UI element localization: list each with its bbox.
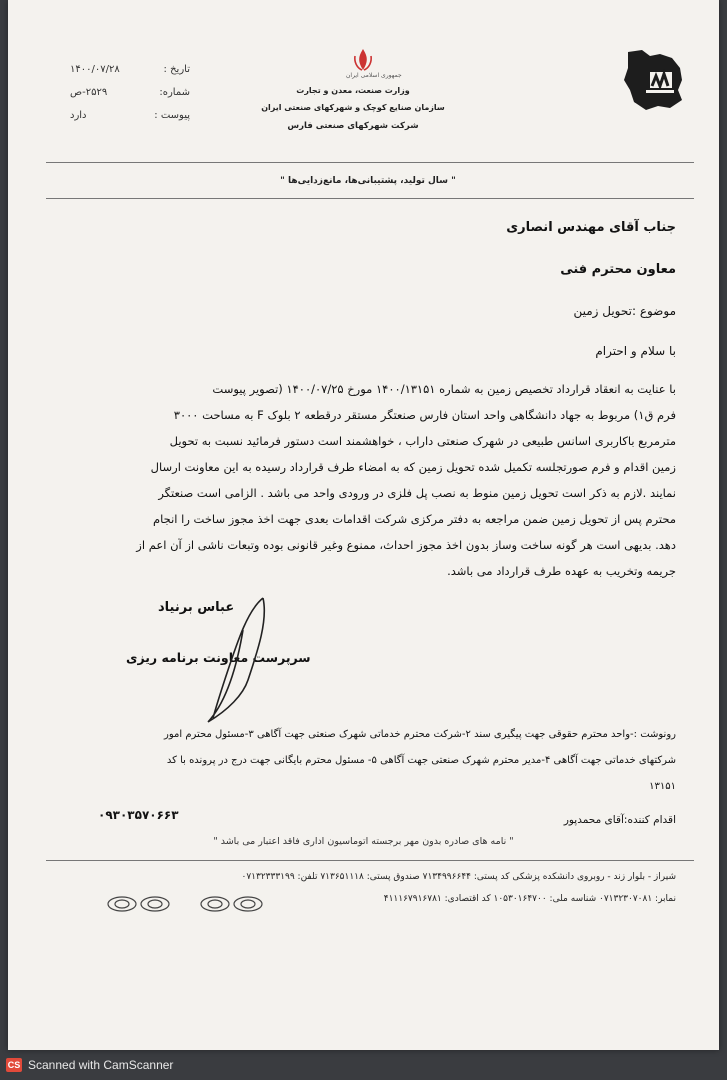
company-logo-icon bbox=[620, 46, 690, 114]
carbon-copy bbox=[51, 722, 676, 800]
body-line: نمایند .لازم به ذکر است تحویل زمین منوط به نصب پل فلزی در ورودی واحد می باشد . الزامی است صنعتگر bbox=[158, 486, 676, 500]
meta-date bbox=[70, 58, 190, 81]
year-slogan: " سال تولید، پشتیبانی‌ها، مانع‌زدایی‌ها " bbox=[280, 176, 456, 186]
action-phone: ۰۹۳۰۳۵۷۰۶۶۳ bbox=[98, 808, 179, 822]
camscanner-logo-icon: CS bbox=[7, 1060, 21, 1070]
letter-meta bbox=[70, 58, 190, 127]
meta-date-label: تاریخ : bbox=[163, 64, 190, 75]
addressee-name: جناب آقای مهندس انصاری bbox=[506, 220, 676, 235]
handwritten-signature-icon bbox=[168, 590, 308, 730]
header-divider bbox=[46, 162, 694, 163]
validity-notice: " نامه های صادره بدون مهر برجسته اتوماسیون اداری فاقد اعتبار می باشد " bbox=[213, 836, 514, 847]
emblem-caption: جمهوری اسلامی ایران bbox=[346, 72, 402, 79]
action-officer: اقدام کننده:آقای محمدپور bbox=[563, 814, 676, 826]
body-line: جریمه وتخریب به عهده طرف قرارداد می باشد. bbox=[447, 564, 676, 578]
cc-line: شرکتهای خدماتی جهت آگاهی ۴-مدیر محترم شهرک صنعتی جهت آگاهی ۵- مسئول محترم بایگانی جهت درج در پرونده با کد bbox=[166, 755, 676, 766]
body-line: دهد. بدیهی است هر گونه ساخت وساز بدون اخذ مجوز احداث، ممنوع وغیر قانونی بوده وتبعات ناشی از آن اعم از bbox=[136, 538, 676, 552]
scanner-text: Scanned with CamScanner bbox=[28, 1058, 174, 1072]
signatory-name: عباس برنیاد bbox=[158, 600, 235, 615]
body-line: محترم پس از تحویل زمین ضمن مراجعه به دفتر مرکزی شرکت اقدامات بعدی جهت اخذ مجوز ساخت را انجام bbox=[153, 512, 676, 526]
scanner-watermark bbox=[6, 1058, 173, 1072]
cc-line: رونوشت :-واحد محترم حقوقی جهت پیگیری سند ۲-شرکت محترم خدماتی شهرک صنعتی جهت آگاهی ۳-مسئول محترم امور bbox=[164, 729, 676, 740]
footer-divider bbox=[46, 860, 694, 861]
letter-subject: موضوع :تحویل زمین bbox=[573, 304, 676, 318]
body-line: با عنایت به انعقاد قرارداد تخصیص زمین به شماره ۱۴۰۰/۱۳۱۵۱ مورخ ۱۴۰۰/۰۷/۲۵ (تصویر پیوست bbox=[212, 382, 676, 396]
body-line: زمین اقدام و فرم صورتجلسه تکمیل شده تحویل زمین که به امضاء طرف قرارداد رسیده به این معاونت ارسال bbox=[150, 460, 676, 474]
footer-ids: نمابر: ۰۷۱۳۲۳۰۷۰۸۱ شناسه ملی: ۱۰۵۳۰۱۶۴۷۰۰ کد اقتصادی: ۴۱۱۱۶۷۹۱۶۷۸۱ bbox=[383, 894, 676, 904]
meta-date-value: ۱۴۰۰/۰۷/۲۸ bbox=[70, 64, 120, 75]
greeting: با سلام و احترام bbox=[595, 344, 676, 358]
letter-page bbox=[8, 0, 719, 1050]
company-name: شرکت شهرکهای صنعتی فارس bbox=[287, 121, 419, 131]
addressee-title: معاون محترم فنی bbox=[560, 262, 676, 277]
body-line: مترمربع باکاربری اسانس طبیعی در شهرک صنعتی داراب ، خواهشمند است دستور فرمائید نسبت به تحویل bbox=[169, 434, 676, 448]
footer-address: شیراز - بلوار زند - روبروی دانشکده پزشکی کد پستی: ۷۱۳۴۹۹۶۶۴۴ صندوق پستی: ۷۱۳۶۵۱۱۱۸ تلفن: ۰۷۱۳۲۳۳۳۱۹۹ bbox=[241, 872, 676, 882]
meta-number-value: ۲۵۲۹-ص bbox=[70, 87, 108, 98]
meta-attachment-value: دارد bbox=[70, 110, 87, 121]
letter-body bbox=[51, 376, 676, 584]
slogan-divider bbox=[46, 198, 694, 199]
signatory-title: سرپرست معاونت برنامه ریزی bbox=[126, 650, 311, 665]
ministry-name: وزارت صنعت، معدن و تجارت bbox=[296, 86, 410, 95]
meta-number bbox=[70, 81, 190, 104]
body-line: فرم ق۱) مربوط به جهاد دانشگاهی واحد استان فارس صنعتگر مستقر درقطعه ۲ بلوک F به مساحت ۳۰۰۰ bbox=[173, 408, 676, 422]
meta-attachment-label: پیوست : bbox=[154, 110, 190, 121]
meta-attachment bbox=[70, 104, 190, 127]
decorative-pattern-icon bbox=[100, 892, 270, 916]
meta-number-label: شماره: bbox=[159, 87, 190, 98]
cc-line: ۱۳۱۵۱ bbox=[649, 781, 676, 792]
organization-name: سازمان صنایع کوچک و شهرکهای صنعتی ایران bbox=[261, 103, 445, 112]
